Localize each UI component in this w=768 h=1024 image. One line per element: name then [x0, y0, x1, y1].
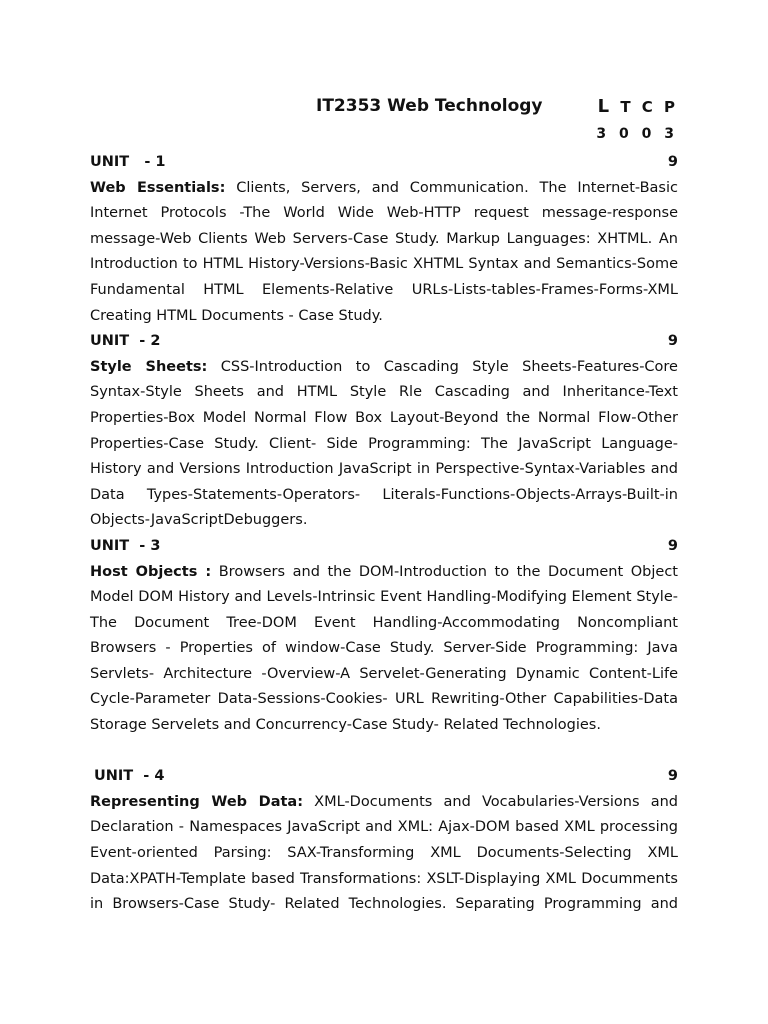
credit-values: 3 0 0 3 — [596, 126, 678, 142]
unit-1-body — [90, 176, 678, 330]
unit-4-text: XML-Documents and Vocabularies-Versions and Declaration - Namespaces JavaScript and XML: Ajax-DOM based XML processing Event-oriented Parsing: SAX-Transforming XML Documents-Selecting XML Data:XPATH-Template based Transformations: XSLT-Displaying XML Documments in Browsers-Case Study- Related Technologies. Separating Programming and — [90, 793, 678, 913]
course-title: IT2353 Web Technology — [316, 96, 543, 116]
unit-1-text: Clients, Servers, and Communication. The Internet-Basic Internet Protocols -The World Wide Web-HTTP request message-response message-Web Clients Web Servers-Case Study. Markup Languages: XHTML. An Introduction to HTML History-Versions-Basic XHTML Syntax and Semantics-Some Fundamental HTML Elements-Relative URLs-Lists-tables-Frames-Forms-XML Creating HTML Documents - Case Study. — [90, 179, 678, 324]
section-spacer — [90, 739, 678, 765]
unit-2-hours: 9 — [667, 333, 678, 350]
unit-1-hours: 9 — [667, 154, 678, 170]
unit-1-label: UNIT - 1 — [90, 154, 166, 170]
unit-4-label: UNIT - 4 — [94, 768, 165, 785]
unit-2-section — [90, 329, 678, 534]
syllabus-header — [90, 96, 690, 142]
unit-1-heading — [90, 150, 678, 176]
unit-4-hours: 9 — [667, 768, 678, 785]
ltcp-first-letter: L — [597, 96, 613, 117]
unit-4-heading — [90, 764, 678, 790]
unit-1-section — [90, 150, 678, 329]
unit-3-topic: Host Objects : — [90, 563, 212, 580]
unit-2-label: UNIT - 2 — [90, 333, 161, 350]
unit-4-topic: Representing Web Data: — [90, 793, 304, 810]
unit-2-topic: Style Sheets: — [90, 358, 208, 375]
unit-1-topic: Web Essentials: — [90, 179, 226, 196]
unit-4-body — [90, 790, 678, 918]
ltcp-rest: T C P — [620, 98, 678, 116]
unit-4-section — [90, 764, 678, 918]
unit-3-label: UNIT - 3 — [90, 537, 161, 554]
unit-2-text: CSS-Introduction to Cascading Style Sheets-Features-Core Syntax-Style Sheets and HTML Style Rle Cascading and Inheritance-Text Properties-Box Model Normal Flow Box Layout-Beyond the Normal Flow-Other Properties-Case Study. Client- Side Programming: The JavaScript Language-History and Versions Introduction JavaScript in Perspective-Syntax-Variables and Data Types-Statements-Operators- Literals-Functions-Objects-Arrays-Built-in Objects-JavaScriptDebuggers. — [90, 358, 678, 529]
unit-3-section — [90, 534, 678, 739]
unit-3-body — [90, 560, 678, 739]
unit-2-body — [90, 355, 678, 534]
unit-3-heading — [90, 534, 678, 560]
ltcp-label — [598, 96, 678, 117]
unit-2-heading — [90, 329, 678, 355]
unit-3-hours: 9 — [667, 537, 678, 554]
unit-3-text: Browsers and the DOM-Introduction to the Document Object Model DOM History and Levels-Intrinsic Event Handling-Modifying Element Style-The Document Tree-DOM Event Handling-Accommodating Noncompliant Browsers - Properties of window-Case Study. Server-Side Programming: Java Servlets- Architecture -Overview-A Servelet-Generating Dynamic Content-Life Cycle-Parameter Data-Sessions-Cookies- URL Rewriting-Other Capabilities-Data Storage Servelets and Concurrency-Case Study- Related Technologies. — [90, 563, 678, 734]
syllabus-content — [90, 150, 678, 918]
